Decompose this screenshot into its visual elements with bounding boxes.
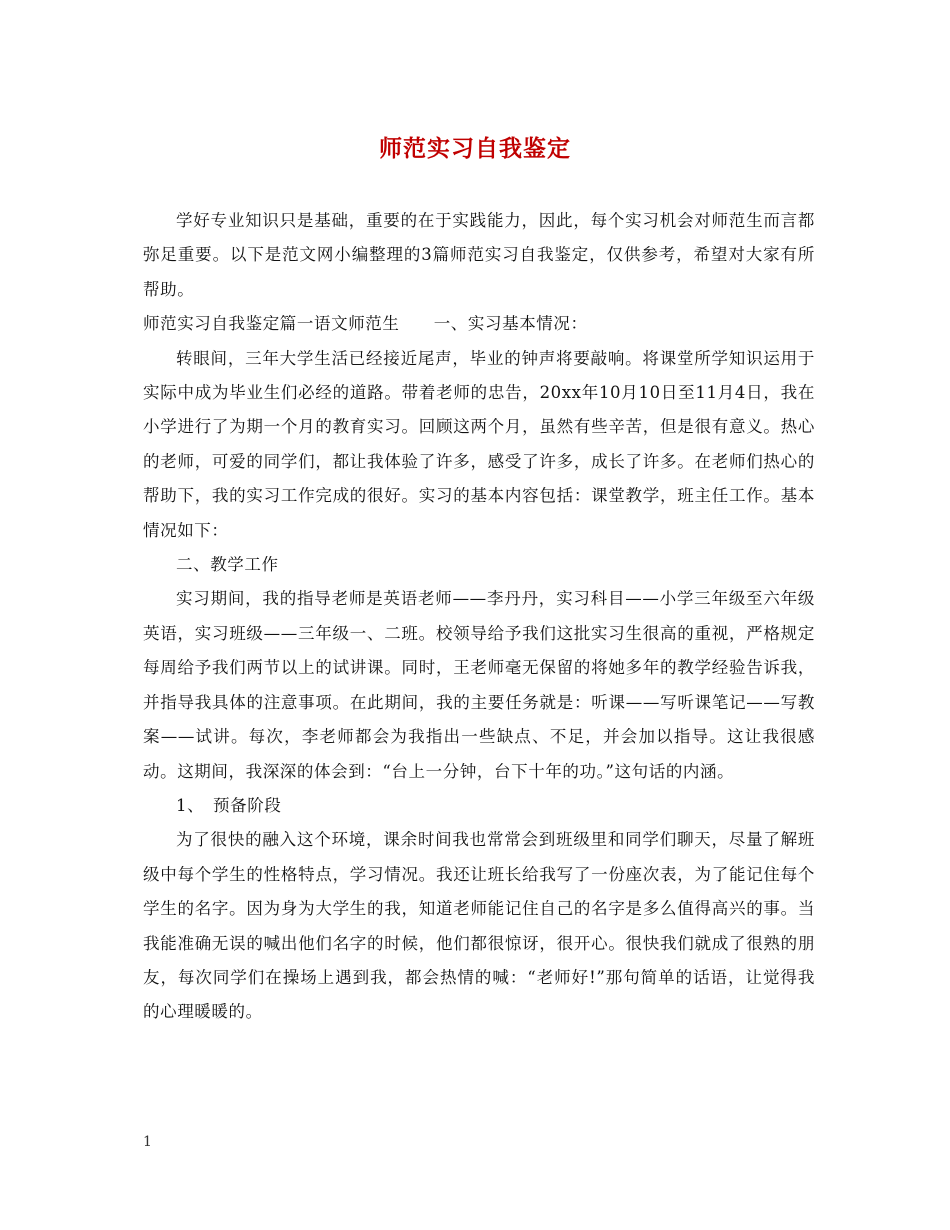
- document-title: 师范实习自我鉴定: [379, 135, 571, 162]
- intro-paragraph: 学好专业知识只是基础，重要的在于实践能力，因此，每个实习机会对师范生而言都弥足重要。以下是范文网小编整理的3篇师范实习自我鉴定，仅供参考，希望对大家有所帮助。: [143, 211, 815, 299]
- preparation-stage-paragraph: 为了很快的融入这个环境，课余时间我也常常会到班级里和同学们聊天，尽量了解班级中每个学生的性格特点，学习情况。我还让班长给我写了一份座次表，为了能记住每个学生的名字。因为身为大学生的我，知道老师能记住自己的名字是多么值得高兴的事。当我能准确无误的喊出他们名字的时候，他们都很惊讶，很开心。很快我们就成了很熟的朋友，每次同学们在操场上遇到我，都会热情的喊：“老师好!”那句简单的话语，让觉得我的心理暖暖的。: [143, 830, 815, 1022]
- page-number: 1: [143, 1134, 152, 1150]
- basic-situation-paragraph: 转眼间，三年大学生活已经接近尾声，毕业的钟声将要敲响。将课堂所学知识运用于实际中成为毕业生们必经的道路。带着老师的忠告，20xx年10月10日至11月4日，我在小学进行了为期一个月的教育实习。回顾这两个月，虽然有些辛苦，但是很有意义。热心的老师，可爱的同学们，都让我体验了许多，感受了许多，成长了许多。在老师们热心的帮助下，我的实习工作完成的很好。实习的基本内容包括：课堂教学，班主任工作。基本情况如下：: [143, 348, 815, 540]
- teaching-work-heading: 二、教学工作: [176, 555, 279, 575]
- section-heading-part-one: 师范实习自我鉴定篇一语文师范生 一、实习基本情况：: [143, 314, 588, 334]
- teaching-work-paragraph: 实习期间，我的指导老师是英语老师——李丹丹，实习科目——小学三年级至六年级英语，实习班级——三年级一、二班。校领导给予我们这批实习生很高的重视，严格规定每周给予我们两节以上的试讲课。同时，王老师毫无保留的将她多年的教学经验告诉我，并指导我具体的注意事项。在此期间，我的主要任务就是：听课——写听课笔记——写教案——试讲。每次，李老师都会为我指出一些缺点、不足，并会加以指导。这让我很感动。这期间，我深深的体会到：“台上一分钟，台下十年的功。”这句话的内涵。: [143, 589, 815, 781]
- preparation-stage-heading: 1、 预备阶段: [176, 795, 282, 815]
- document-body: [143, 204, 815, 1030]
